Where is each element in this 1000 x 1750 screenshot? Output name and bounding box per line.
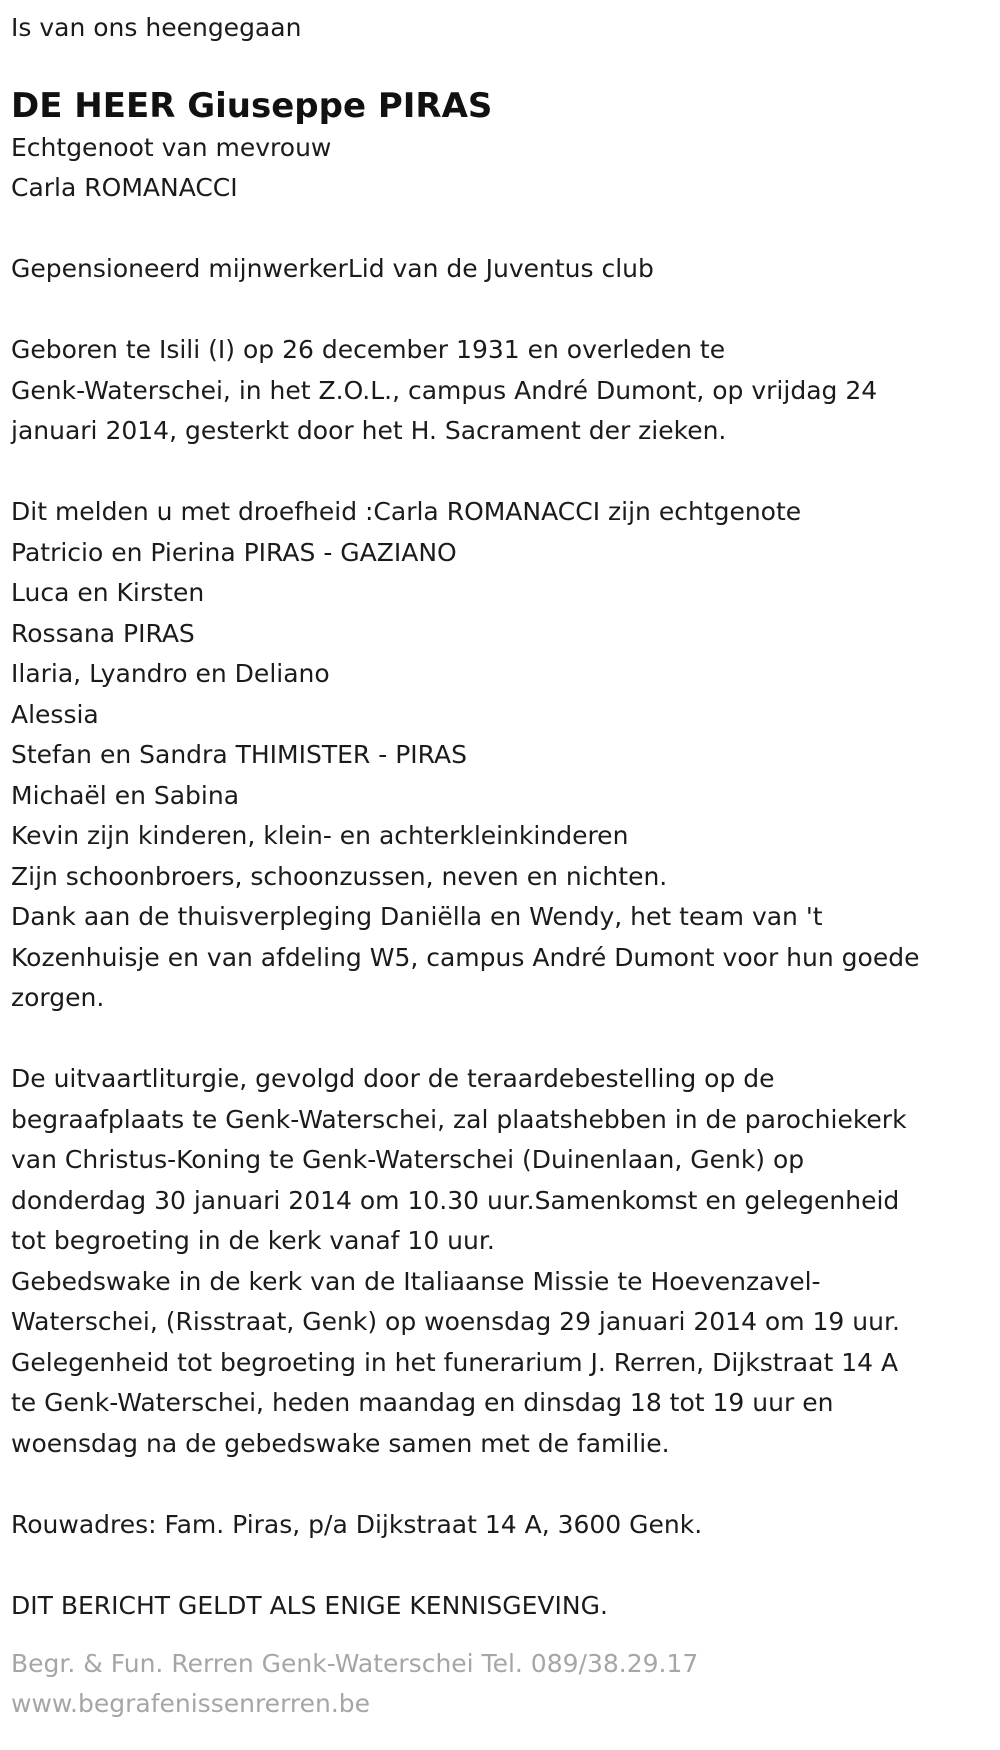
official-announcement: DIT BERICHT GELDT ALS ENIGE KENNISGEVING. <box>11 1590 608 1620</box>
family-line: Alessia <box>11 699 99 729</box>
funeral-line: Gebedswake in de kerk van de Italiaanse Missie te Hoevenzavel- <box>11 1266 821 1296</box>
funeral-home-website[interactable]: www.begrafenissenrerren.be <box>11 1689 371 1718</box>
funeral-line: te Genk-Waterschei, heden maandag en dinsdag 18 tot 19 uur en <box>11 1388 834 1417</box>
family-line: Zijn schoonbroers, schoonzussen, neven en nichten. <box>11 861 668 891</box>
spouse-line: Carla ROMANACCI <box>11 173 238 202</box>
funeral-line: Gelegenheid tot begroeting in het funerarium J. Rerren, Dijkstraat 14 A <box>11 1347 899 1377</box>
funeral-line: tot begroeting in de kerk vanaf 10 uur. <box>11 1226 495 1255</box>
occupation-block <box>11 249 990 290</box>
intro-text: Is van ons heengegaan <box>11 13 302 42</box>
family-line: Patricio en Pierina PIRAS - GAZIANO <box>11 537 457 567</box>
family-line: Michaël en Sabina <box>11 780 240 810</box>
address-block <box>11 1505 990 1546</box>
funeral-line: woensdag na de gebedswake samen met de familie. <box>11 1428 670 1458</box>
family-line: zorgen. <box>11 983 105 1012</box>
family-line: Dank aan de thuisverpleging Daniëlla en Wendy, het team van 't <box>11 902 823 931</box>
family-line: Luca en Kirsten <box>11 578 205 607</box>
deceased-name: DE HEER Giuseppe PIRAS <box>11 85 493 126</box>
family-line: Kevin zijn kinderen, klein- en achterkleinkinderen <box>11 821 629 850</box>
family-line: Rossana PIRAS <box>11 618 195 648</box>
funeral-line: Waterschei, (Risstraat, Genk) op woensdag 29 januari 2014 om 19 uur. <box>11 1307 900 1336</box>
mourning-address: Rouwadres: Fam. Piras, p/a Dijkstraat 14 A, 3600 Genk. <box>11 1509 703 1539</box>
spouse-block <box>11 128 990 209</box>
family-line: Kozenhuisje en van afdeling W5, campus André Dumont voor hun goede <box>11 942 920 972</box>
family-block <box>11 492 990 1019</box>
funeral-line: donderdag 30 januari 2014 om 10.30 uur.Samenkomst en gelegenheid <box>11 1185 900 1215</box>
funeral-block <box>11 1059 990 1464</box>
funeral-line: van Christus-Koning te Genk-Waterschei (Duinenlaan, Genk) op <box>11 1145 805 1174</box>
footer <box>11 1644 990 1724</box>
birth-death-line: Genk-Waterschei, in het Z.O.L., campus André Dumont, op vrijdag 24 <box>11 375 878 405</box>
funeral-line: begraafplaats te Genk-Waterschei, zal plaatshebben in de parochiekerk <box>11 1104 907 1134</box>
family-line: Ilaria, Lyandro en Deliano <box>11 659 330 688</box>
birth-death-line: januari 2014, gesterkt door het H. Sacrament der zieken. <box>11 416 727 445</box>
family-line: Dit melden u met droefheid :Carla ROMANACCI zijn echtgenote <box>11 497 802 526</box>
funeral-line: De uitvaartliturgie, gevolgd door de teraardebestelling op de <box>11 1064 775 1093</box>
spouse-line: Echtgenoot van mevrouw <box>11 132 332 162</box>
birth-death-line: Geboren te Isili (I) op 26 december 1931 en overleden te <box>11 335 726 364</box>
birth-death-block <box>11 330 990 452</box>
family-line: Stefan en Sandra THIMISTER - PIRAS <box>11 740 467 769</box>
occupation-text: Gepensioneerd mijnwerkerLid van de Juventus club <box>11 254 654 283</box>
funeral-home-contact: Begr. & Fun. Rerren Genk-Waterschei Tel. 089/38.29.17 <box>11 1649 699 1678</box>
